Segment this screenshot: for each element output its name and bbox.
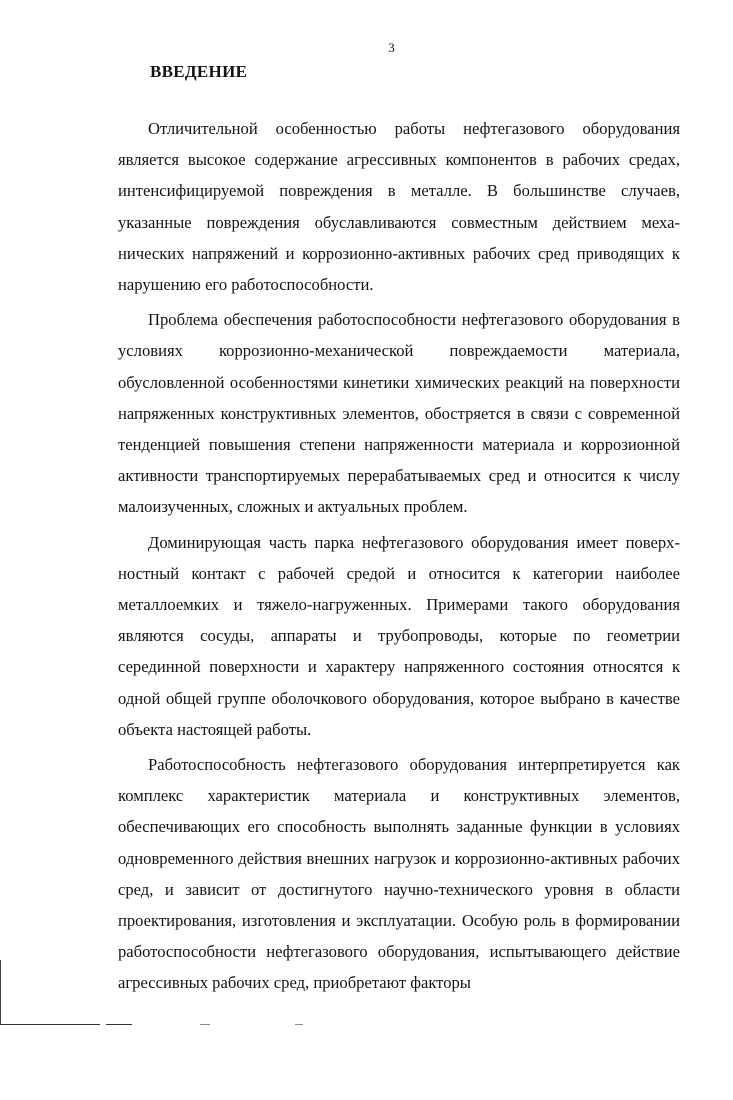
page-number: 3: [388, 40, 395, 55]
paragraph-2: Проблема обеспечения работоспособности нефтегазового оборудования в условиях коррозионно-механической повреждаемости материала, обусловленной особенностями кинетики химических реакций на поверхности напряженных конструктивных элементов, обостряется в связи с современной тенденцией повышения степени напряженности материала и коррозионной активности транспортируемых перерабатываемых сред и относится к числу малоизученных, сложных и актуальных проблем.: [118, 310, 680, 517]
scan-edge-line: [0, 960, 1, 1024]
scan-bottom-mark: [295, 1024, 303, 1025]
paragraph-3: Доминирующая часть парка нефтегазового оборудования имеет поверх-ностный контакт с рабочей средой и относится к категории наиболее металлоемких и тяжело-нагруженных. Примерами такого оборудования являются сосуды, аппараты и трубопроводы, которые по геометрии серединной поверхности и характеру напряженного состояния относятся к одной общей группе оболочкового оборудования, которое выбрано в качестве объекта настоящей работы.: [118, 532, 680, 739]
scan-bottom-rule: [0, 1024, 100, 1025]
scan-bottom-mark: [200, 1024, 210, 1025]
paragraph-1: Отличительной особенностью работы нефтегазового оборудования является высокое содержание агрессивных компонентов в рабочих средах, интенсифицируемой повреждения в металле. В большинстве случаев, указанные повреждения обуславливаются совместным действием меха-нических напряжений и коррозионно-активных рабочих сред приводящих к нарушению его работоспособности.: [118, 119, 680, 295]
scan-bottom-rule-short: [106, 1024, 132, 1025]
section-heading: ВВЕДЕНИЕ: [150, 62, 248, 81]
paragraph-4: Работоспособность нефтегазового оборудования интерпретируется как комплекс характеристик материала и конструктивных элементов, обеспечивающих его способность выполнять заданные функции в условиях одновременного действия внешних нагрузок и коррозионно-активных рабочих сред, и зависит от достигнутого научно-технического уровня в области проектирования, изготовления и эксплуатации. Особую роль в формировании работоспособности нефтегазового оборудования, испытывающего действие агрессивных рабочих сред, приобретают факторы: [118, 755, 680, 993]
body-text: [118, 113, 680, 1003]
